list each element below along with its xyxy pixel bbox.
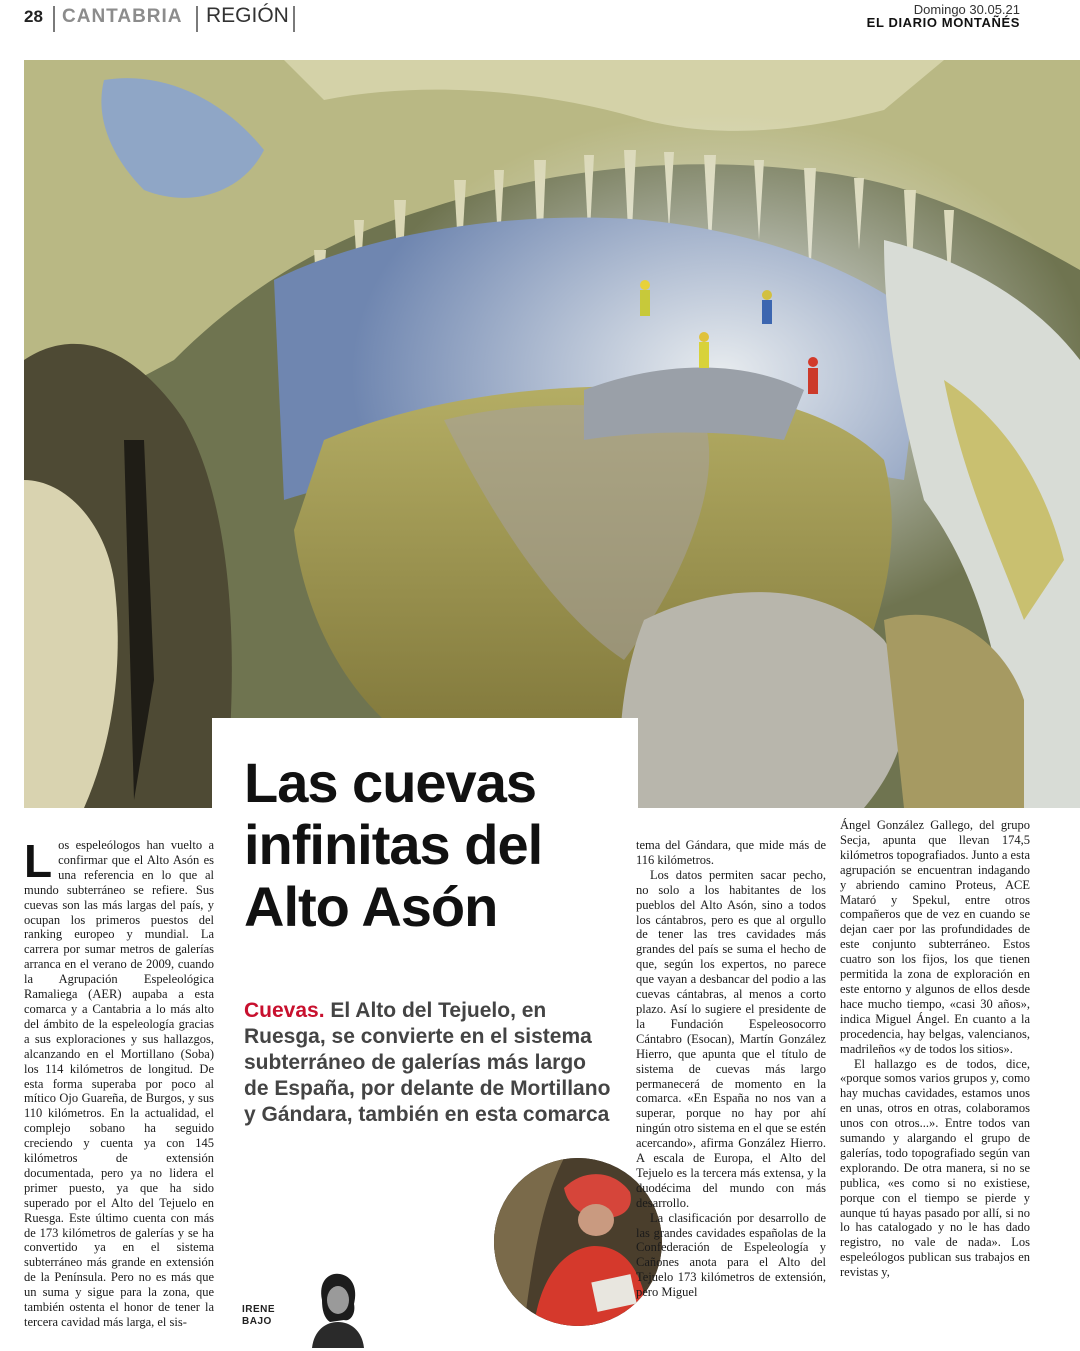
paragraph: Ángel González Gallego, del grupo Secja, apunta que llevan 174,5 kilómetros topografiados. Junto a esta agrupación se encuentran indagando y abriendo camino Proteus, ACE Mataró y Spekul, entre otros compañeros que de vez en cuando se dejan caer por las profundidades de este conjunto subterráneo. Estos cuatro son los fijos, los que tienen permitida la zona de exploración en este entorno y algunos de ellos desde hace mucho tiempo, «casi 30 años», indica Miguel Ángel. En cuanto a la procedencia, hay belgas, valencianos, madrileños «y de todos los sitios». xyxy=(840,818,1030,1056)
section-name: CANTABRIA xyxy=(62,6,183,27)
header-divider xyxy=(293,6,295,32)
headline xyxy=(244,752,542,938)
byline-last-name: BAJO xyxy=(242,1316,272,1327)
subsection-name: REGIÓN xyxy=(206,4,289,27)
headline-line: Las cuevas xyxy=(244,751,536,814)
article-column-1 xyxy=(24,835,214,1330)
paragraph: La clasificación por desarrollo de las grandes cavidades españolas de la Confederación de Espeleología y Cañones anota para el Alto del Tejuelo 173 kilómetros de extensión, pero Miguel xyxy=(636,1210,826,1300)
subheadline xyxy=(244,998,614,1128)
paragraph: Los datos permiten sacar pecho, no solo a los habitantes de los pueblos del Alto Asón, sino a todos los cántabros, pero es que al orgullo de tener las tres cavidades más grandes del país se suma el hecho de que, según los expertos, no parece que vayan a desbancar del podio a las cuevas cántabras, al menos a corto plazo. Así lo sugiere el presidente de la Fundación Espeleosocorro Cántabro (Esocan), Martín González Hierro, que apunta que el título de sistema de cuevas más largo permanecerá de momento en la comarca. «En España no nos van a superar, porque no hay por ahí ningún otro sistema en el que se estén acercando», afirma González Hierro. A escala de Europa, el Alto del Tejuelo es la tercera más extensa, y la duodécima del mundo con más desarrollo. xyxy=(636,867,826,1210)
header-divider xyxy=(53,6,55,32)
kicker: Cuevas. xyxy=(244,999,325,1022)
cave-photo xyxy=(24,60,1080,808)
drop-cap: L xyxy=(24,835,53,887)
article-column-3 xyxy=(636,838,826,1300)
paragraph: os espeleólogos han vuelto a confirmar que el Alto Asón es una referencia en lo que al mundo subterráneo se refiere. Sus cuevas son las más largas del país, y ocupan los primeros puestos del ranking europeo y mundial. La carrera por sumar metros de galerías arranca en el verano de 2009, cuando la Agrupación Espeleológica Ramaliega (AER) aupaba a esta comarca y a Cantabria a lo más alto del ámbito de la espeleología gracias a sus exploraciones y sus hallazgos, alcanzando en el Mortillano (Soba) los 114 kilómetros de longitud. De esta forma superaba por poco al mítico Ojo Guareña, de Burgos, y sus 110 kilómetros. En la actualidad, el complejo sobano ha seguido creciendo y cuenta ya con 145 kilómetros de extensión documentada, pero ya no lidera el primer puesto, ya que ha sido superado por el Alto del Tejuelo en Ruesga. Este último cuenta con más de 173 kilómetros de galerías y se ha convertido ya en el sistema subterráneo más grande en extensión de la Península. Pero no es más que un suma y sigue para la zona, que también ostenta el honor de tener la tercera cavidad más larga, el sis- xyxy=(24,838,214,1329)
newspaper-name: EL DIARIO MONTAÑÉS xyxy=(866,15,1020,30)
paragraph: tema del Gándara, que mide más de 116 kilómetros. xyxy=(636,838,826,867)
article-column-4 xyxy=(840,818,1030,1280)
headline-box xyxy=(212,718,638,1168)
paragraph: El hallazgo es de todos, dice, «porque somos varios grupos y, como hay muchas cavidades, estamos unos en unas, otros en otras, colaboramos unos con otros...». Entre todos van sumando y alargando el grupo de galerías, todo topografiado según van explorando. De otra manera, si no se publica, «es como si no existiese, porque con el tiempo se pierde y aunque tú hayas pasado por allí, si no lo has catalogado y no le has dado registro, no vale de nada». Los espeleólogos publican sus trabajos en revistas y, xyxy=(840,1056,1030,1280)
header-divider xyxy=(196,6,198,32)
byline xyxy=(242,1304,275,1328)
deck-text: El Alto del Tejuelo, en Ruesga, se convierte en el sistema subterráneo de galerías más largo de España, por delante de Mortillano y Gándara, también en esta comarca xyxy=(244,999,611,1126)
author-photo xyxy=(304,1270,370,1348)
page-header xyxy=(0,0,1080,40)
page-number: 28 xyxy=(24,7,43,26)
headline-line: Alto Asón xyxy=(244,875,498,938)
issue-date: Domingo 30.05.21 xyxy=(913,2,1020,17)
headline-line: infinitas del xyxy=(244,813,543,876)
byline-first-name: IRENE xyxy=(242,1304,276,1315)
